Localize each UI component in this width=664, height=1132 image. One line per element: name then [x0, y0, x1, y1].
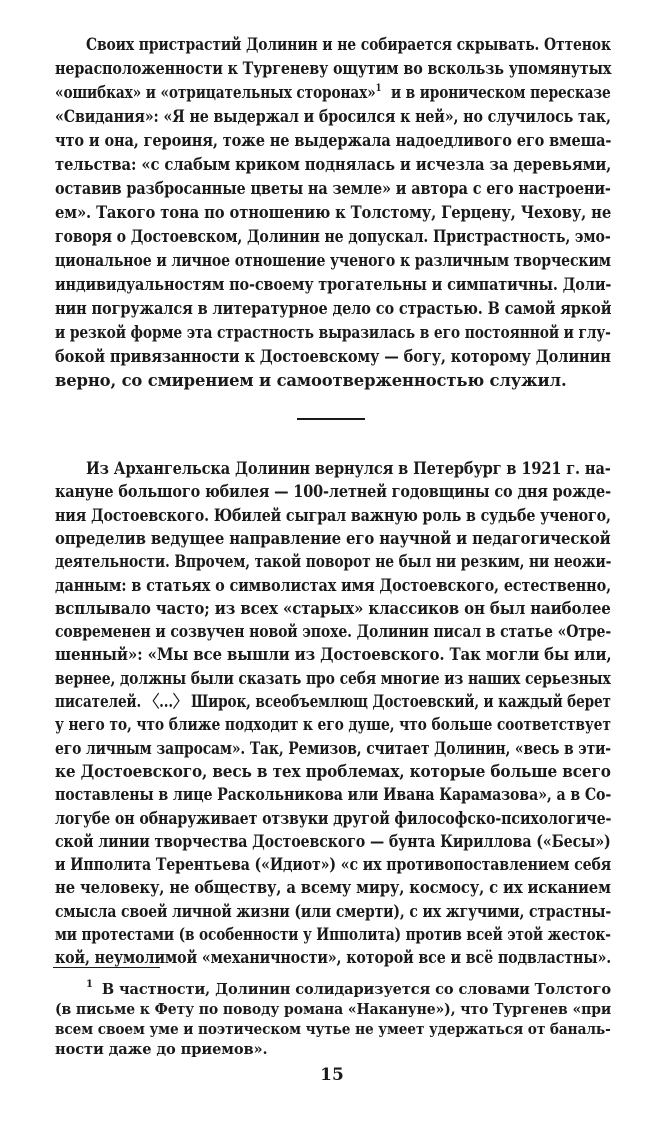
text-line: ми протестами (в особенности у Ипполита) против всей этой жесток-	[55, 925, 611, 944]
text-line: что и она, героиня, тоже не выдержала надоедливого его вмеша-	[55, 131, 612, 150]
text-line: кануне большого юбилея — 100-летней годовщины со дня рожде-	[55, 482, 611, 502]
text-line: определив ведущее направление его научной и педагогической	[55, 528, 611, 548]
text-line: смысла своей личной жизни (или смерти), с их жгучими, страстны-	[55, 901, 612, 921]
footnote-rule	[53, 967, 160, 968]
text-line: данным: в статьях о символистах имя Достоевского, естественно,	[55, 575, 611, 595]
text-line: вернее, должны были сказать про себя многие из наших серьезных	[55, 668, 611, 688]
text-line: шенный»: «Мы все вышли из Достоевского. Так могли бы или,	[55, 645, 612, 665]
text-line: писателей. 〈...〉 Широк, всеобъемлющ Достоевский, и каждый берет	[55, 692, 611, 711]
section-divider	[297, 418, 365, 420]
footnote-line: (в письме к Фету по поводу романа «Накануне»), что Тургенев «при	[55, 1001, 612, 1018]
text-line: у него то, что ближе подходит к его душе, что больше соответствует	[55, 715, 611, 735]
text-line: современен и созвучен новой эпохе. Долинин писал в статье «Отре-	[55, 622, 612, 642]
text-line: нерасположенности к Тургеневу ощутим во вскользь упомянутых	[55, 59, 612, 78]
text-line: верно, со смирением и самоотверженностью служил.	[55, 371, 567, 390]
text-line: тельства: «с слабым криком поднялась и исчезла за деревьями,	[55, 155, 612, 174]
text-line: логубе он обнаруживает отзвуки другой философско-психологиче-	[55, 808, 612, 828]
text-line: кой, неумолимой «механичности», которой все и всё подвластны».	[55, 948, 612, 968]
footnote-line: ности даже до приемов».	[55, 1041, 268, 1058]
text-line: его личным запросам». Так, Ремизов, считает Долинин, «весь в эти-	[55, 738, 611, 758]
text-line: ке Достоевского, весь в тех проблемах, которые больше всего	[55, 761, 611, 781]
text-line: поставлены в лице Раскольникова или Ивана Карамазова», а в Со-	[55, 785, 612, 805]
text-line: ской линии творчества Достоевского — бунта Кириллова («Бесы»)	[55, 831, 611, 851]
text-fragment: В частности, Долинин солидаризуется со словами Толстого	[101, 981, 611, 998]
text-line: ния Достоевского. Юбилей сыграл важную роль в судьбе ученого,	[55, 505, 611, 525]
footnote-marker: 1	[375, 83, 382, 94]
text-line: и Ипполита Терентьева («Идиот») «с их противопоставлением себя	[55, 855, 612, 875]
text-fragment: «ошибках» и «отрицательных сторонах»	[55, 83, 376, 102]
text-line: деятельности. Впрочем, такой поворот не был ни резким, ни неожи-	[55, 552, 612, 572]
text-line: и резкой форме эта страстность выразилась в его постоянной и глу-	[55, 323, 611, 342]
text-line-with-footnote	[55, 81, 611, 105]
text-line: Из Архангельска Долинин вернулся в Петербург в 1921 г. на-	[86, 459, 611, 478]
text-line: нин погружался в литературное дело со страстью. В самой яркой	[55, 299, 612, 318]
text-line: «Свидания»: «Я не выдержал и бросился к ней», но случилось так,	[55, 107, 611, 126]
text-line: циональное и личное отношение ученого к различным творческим	[55, 251, 611, 270]
text-line: Своих пристрастий Долинин и не собирается скрывать. Оттенок	[86, 35, 611, 54]
footnote-number: 1	[86, 979, 93, 990]
text-line: всплывало часто; из всех «старых» классиков он был наиболее	[55, 598, 611, 618]
text-line: индивидуальностям по-своему трогательны и симпатичны. Доли-	[55, 275, 612, 294]
text-line: бокой привязанности к Достоевскому — богу, которому Долинин	[55, 347, 611, 366]
text-line: говоря о Достоевском, Долинин не допускал. Пристрастность, эмо-	[55, 227, 611, 246]
footnote-line: всем своем уме и поэтическом чутье не умеет удержаться от баналь-	[55, 1021, 611, 1038]
text-line: ем». Такого тона по отношению к Толстому, Герцену, Чехову, не	[55, 203, 612, 222]
text-fragment: и в ироническом пересказе	[390, 83, 611, 102]
page-number: 15	[320, 1065, 344, 1085]
text-line: не человеку, не обществу, а всему миру, космосу, с их исканием	[55, 878, 611, 898]
text-line: оставив разбросанные цветы на земле» и автора с его настроени-	[55, 179, 611, 198]
footnote-line	[86, 980, 611, 1000]
